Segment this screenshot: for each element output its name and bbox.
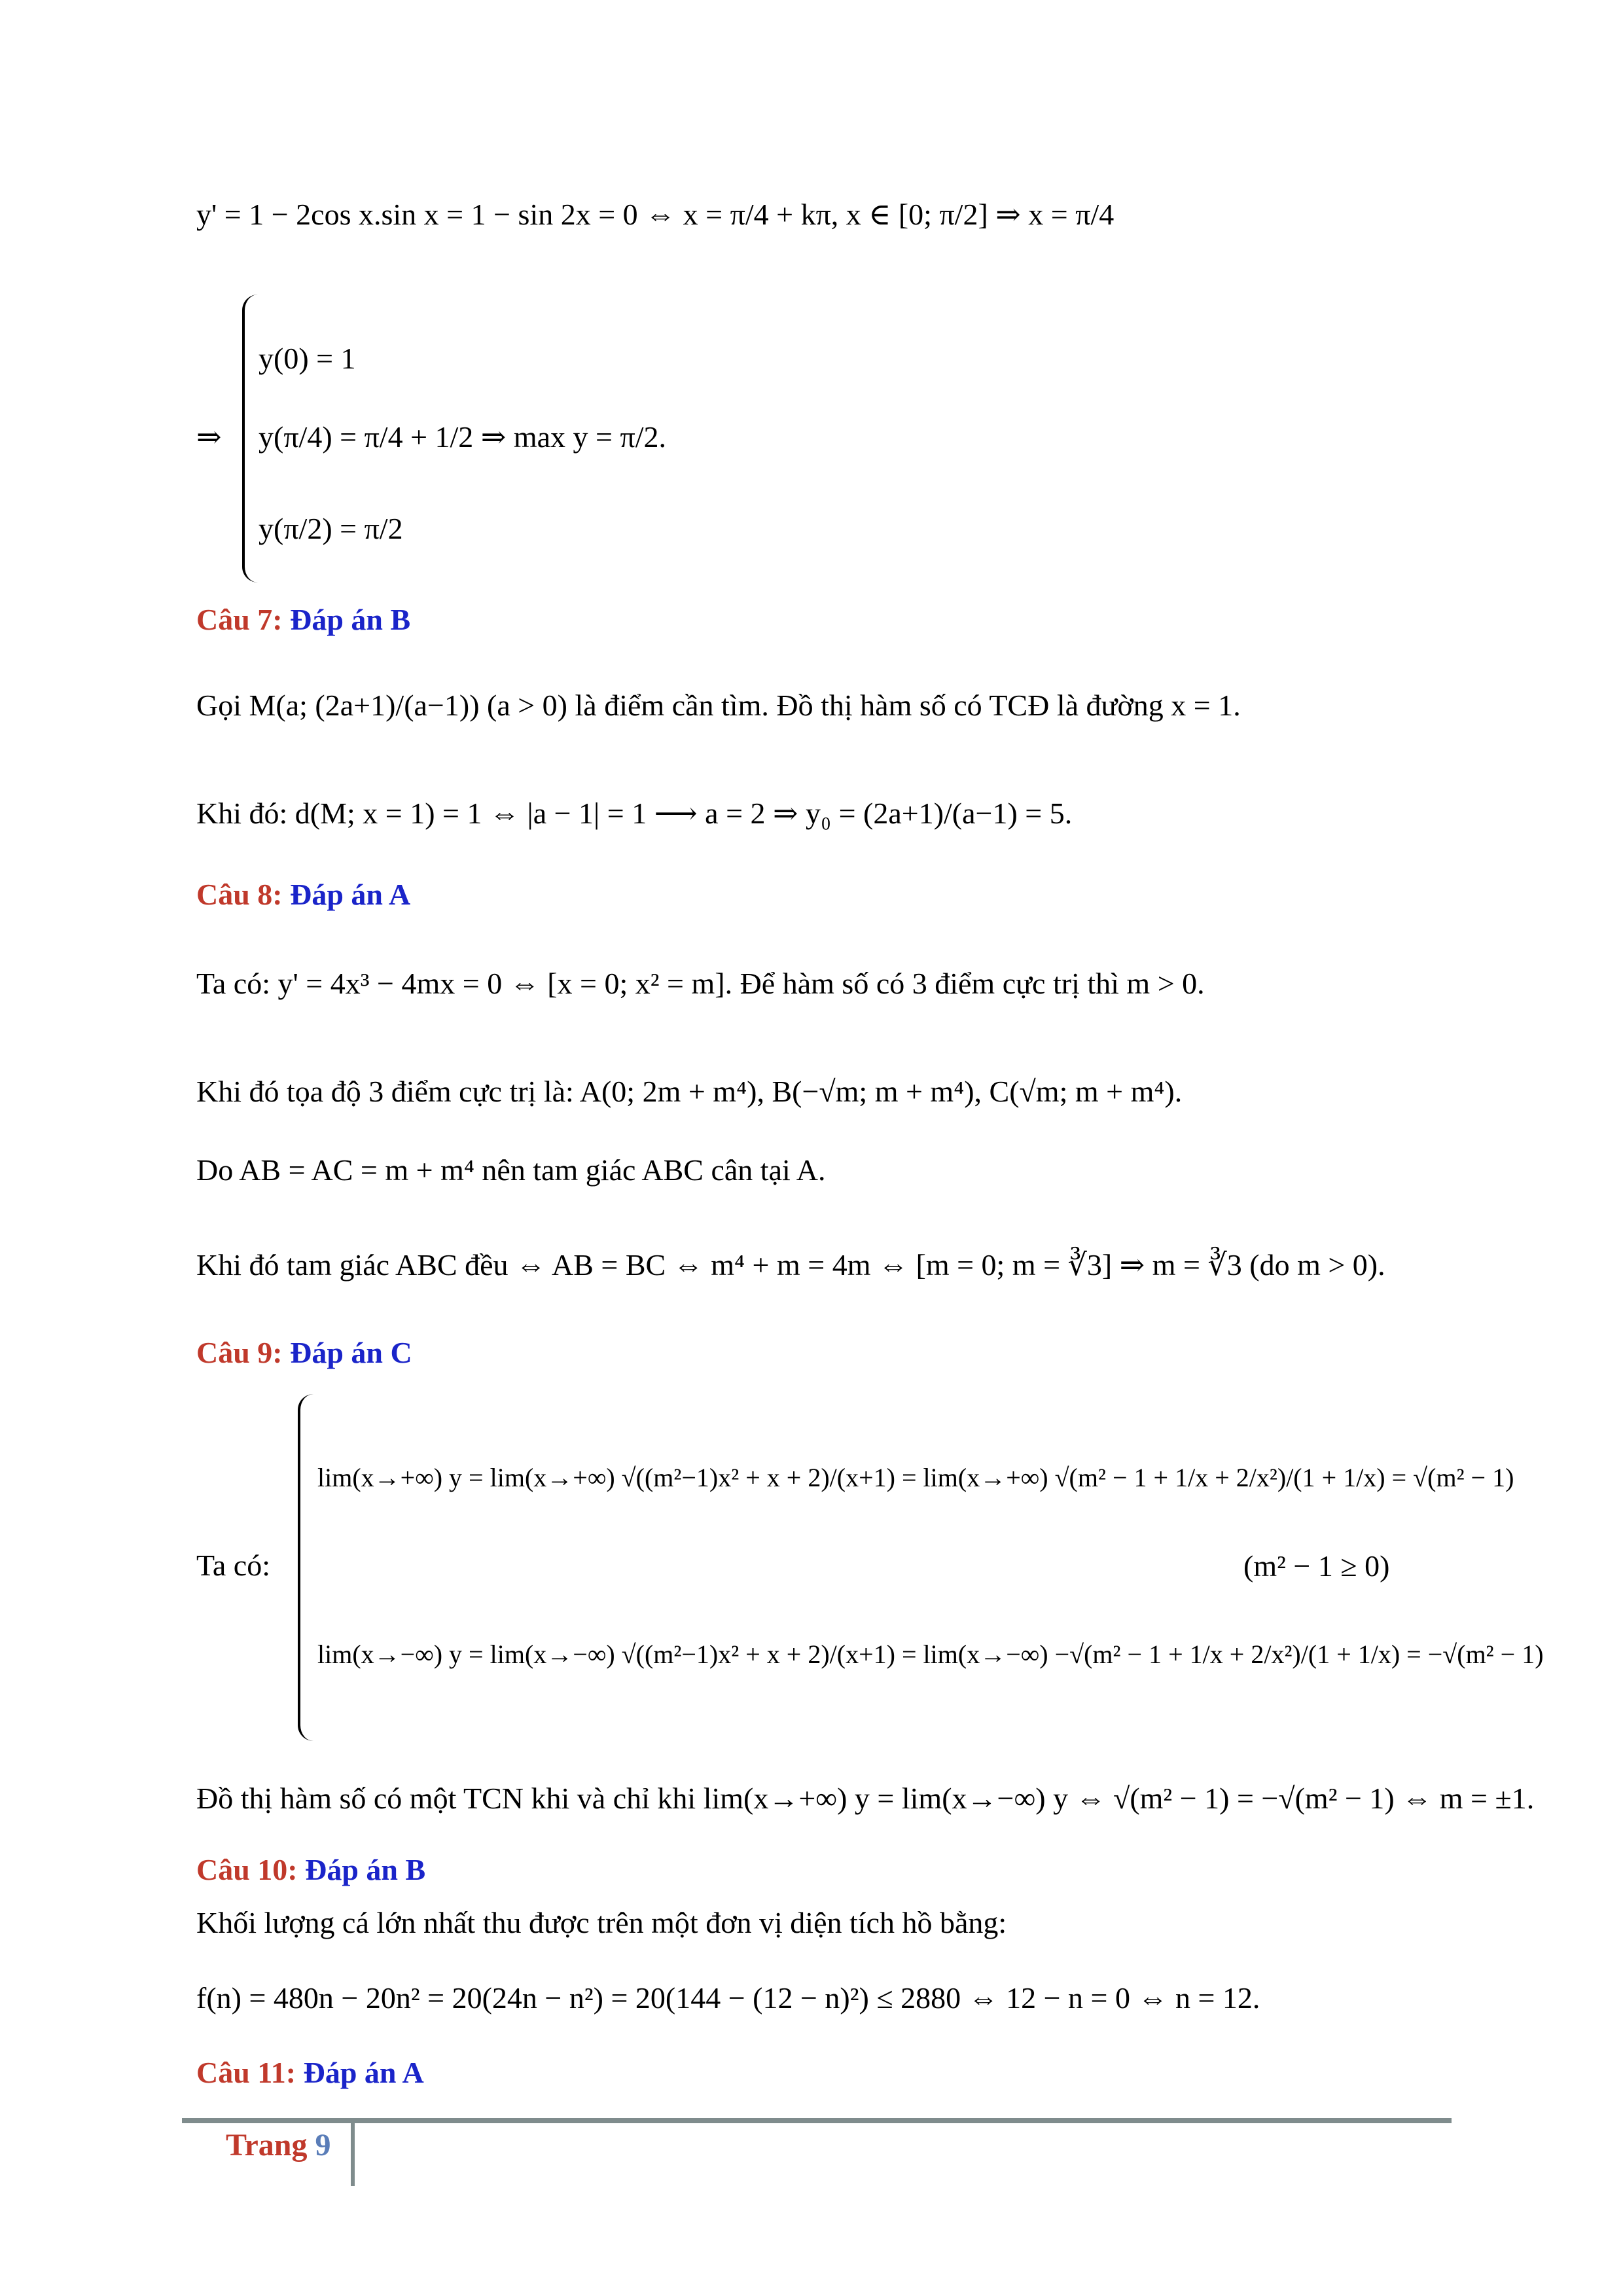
answer-label: Đáp án A <box>290 878 411 911</box>
q9-conclusion-formula: lim(x→+∞) y = lim(x→−∞) y ⇔ √(m² − 1) = −√(m² − 1) ⇔ m = ±1. <box>703 1782 1535 1815</box>
answer-label: Đáp án C <box>290 1336 412 1369</box>
q8-prefix: Ta có: <box>196 967 271 1000</box>
left-brace <box>242 295 258 583</box>
q8-condition: m > 0. <box>1126 967 1205 1000</box>
question-label: Câu 11: <box>196 2056 296 2089</box>
answer-label: Đáp án B <box>290 603 411 636</box>
q7-text: là điểm cần tìm. Đồ thị hàm số có TCĐ là đường <box>575 689 1164 722</box>
q8-line4-text: Khi đó tam giác ABC đều <box>196 1248 508 1282</box>
question-7-heading <box>196 602 410 637</box>
system-row-1: y(0) = 1 <box>259 342 356 375</box>
q9-conclusion <box>196 1780 1534 1817</box>
q7-asymptote: x = 1. <box>1171 689 1241 722</box>
q8-line3-prefix: Do <box>196 1153 234 1187</box>
footer-rule <box>182 2118 1452 2123</box>
q7-distance-formula: d(M; x = 1) = 1 ⇔ |a − 1| = 1 ⟶ a = 2 ⇒ y₀ = (2a+1)/(a−1) = 5. <box>294 797 1073 830</box>
q8-derivative: y' = 4x³ − 4mx = 0 ⇔ [x = 0; x² = m] <box>277 967 725 1000</box>
q8-line-1 <box>196 965 1205 1002</box>
q9-limit-minus-infinity: lim(x→−∞) y = lim(x→−∞) √((m²−1)x² + x + 2)/(x+1) = lim(x→−∞) −√(m² − 1 + 1/x + 2/x²)/(1 + 1/x) = −√(m² − 1) <box>317 1640 1544 1669</box>
q10-line-1: Khối lượng cá lớn nhất thu được trên một đơn vị diện tích hồ bằng: <box>196 1906 1007 1939</box>
answer-label: Đáp án A <box>303 2056 424 2089</box>
question-label: Câu 9: <box>196 1336 283 1369</box>
question-label: Câu 10: <box>196 1853 298 1886</box>
page-number <box>226 2127 330 2163</box>
q7-line-2 <box>196 795 1072 832</box>
question-10-heading <box>196 1852 425 1887</box>
q7-line2-prefix: Khi đó: <box>196 797 288 830</box>
q8-text: . Để hàm số có 3 điểm cực trị thì <box>724 967 1119 1000</box>
q8-equilateral-formula: ⇔ AB = BC ⇔ m⁴ + m = 4m ⇔ [m = 0; m = ∛3] ⇒ m = ∛3 (do m > 0). <box>516 1248 1385 1282</box>
q9-condition: (m² − 1 ≥ 0) <box>1243 1549 1390 1583</box>
page-number-value: 9 <box>315 2128 331 2162</box>
q7-point-formula: M(a; (2a+1)/(a−1)) (a > 0) <box>249 689 568 722</box>
q9-conclusion-text: Đồ thị hàm số có một TCN khi và chỉ khi <box>196 1782 696 1815</box>
footer-divider <box>351 2123 355 2186</box>
question-label: Câu 7: <box>196 603 283 636</box>
q8-extrema-points: A(0; 2m + m⁴), B(−√m; m + m⁴), C(√m; m + m⁴). <box>579 1075 1183 1108</box>
page-label: Trang <box>226 2128 308 2162</box>
q8-line-4 <box>196 1247 1385 1283</box>
question-8-heading <box>196 877 410 912</box>
left-brace <box>298 1394 313 1741</box>
q9-limit-plus-infinity: lim(x→+∞) y = lim(x→+∞) √((m²−1)x² + x + 2)/(x+1) = lim(x→+∞) √(m² − 1 + 1/x + 2/x²)/(1 + 1/x) = √(m² − 1) <box>317 1463 1514 1492</box>
question-11-heading <box>196 2055 424 2090</box>
q10-line-2: f(n) = 480n − 20n² = 20(24n − n²) = 20(144 − (12 − n)²) ≤ 2880 ⇔ 12 − n = 0 ⇔ n = 12. <box>196 1981 1260 2015</box>
question-label: Câu 8: <box>196 878 283 911</box>
q7-prefix: Gọi <box>196 689 241 722</box>
system-row-2: y(π/4) = π/4 + 1/2 ⇒ max y = π/2. <box>259 420 666 454</box>
system-row-3: y(π/2) = π/2 <box>259 512 403 545</box>
q7-line-1 <box>196 687 1241 724</box>
values-system <box>196 295 1113 583</box>
q8-line-2 <box>196 1073 1182 1110</box>
answer-label: Đáp án B <box>305 1853 426 1886</box>
derivative-equation: y' = 1 − 2cos x.sin x = 1 − sin 2x = 0 ⇔ x = π/4 + kπ, x ∈ [0; π/2] ⇒ x = π/4 <box>196 198 1115 231</box>
q9-prefix: Ta có: <box>196 1549 271 1582</box>
q8-equal-sides: AB = AC = m + m⁴ <box>239 1153 474 1187</box>
implies-symbol: ⇒ <box>196 420 222 454</box>
q8-line-3 <box>196 1152 825 1189</box>
question-9-heading <box>196 1335 412 1370</box>
q8-line2-text: Khi đó tọa độ 3 điểm cực trị là: <box>196 1075 574 1108</box>
q8-line3-text: nên tam giác ABC cân tại A. <box>482 1153 826 1187</box>
